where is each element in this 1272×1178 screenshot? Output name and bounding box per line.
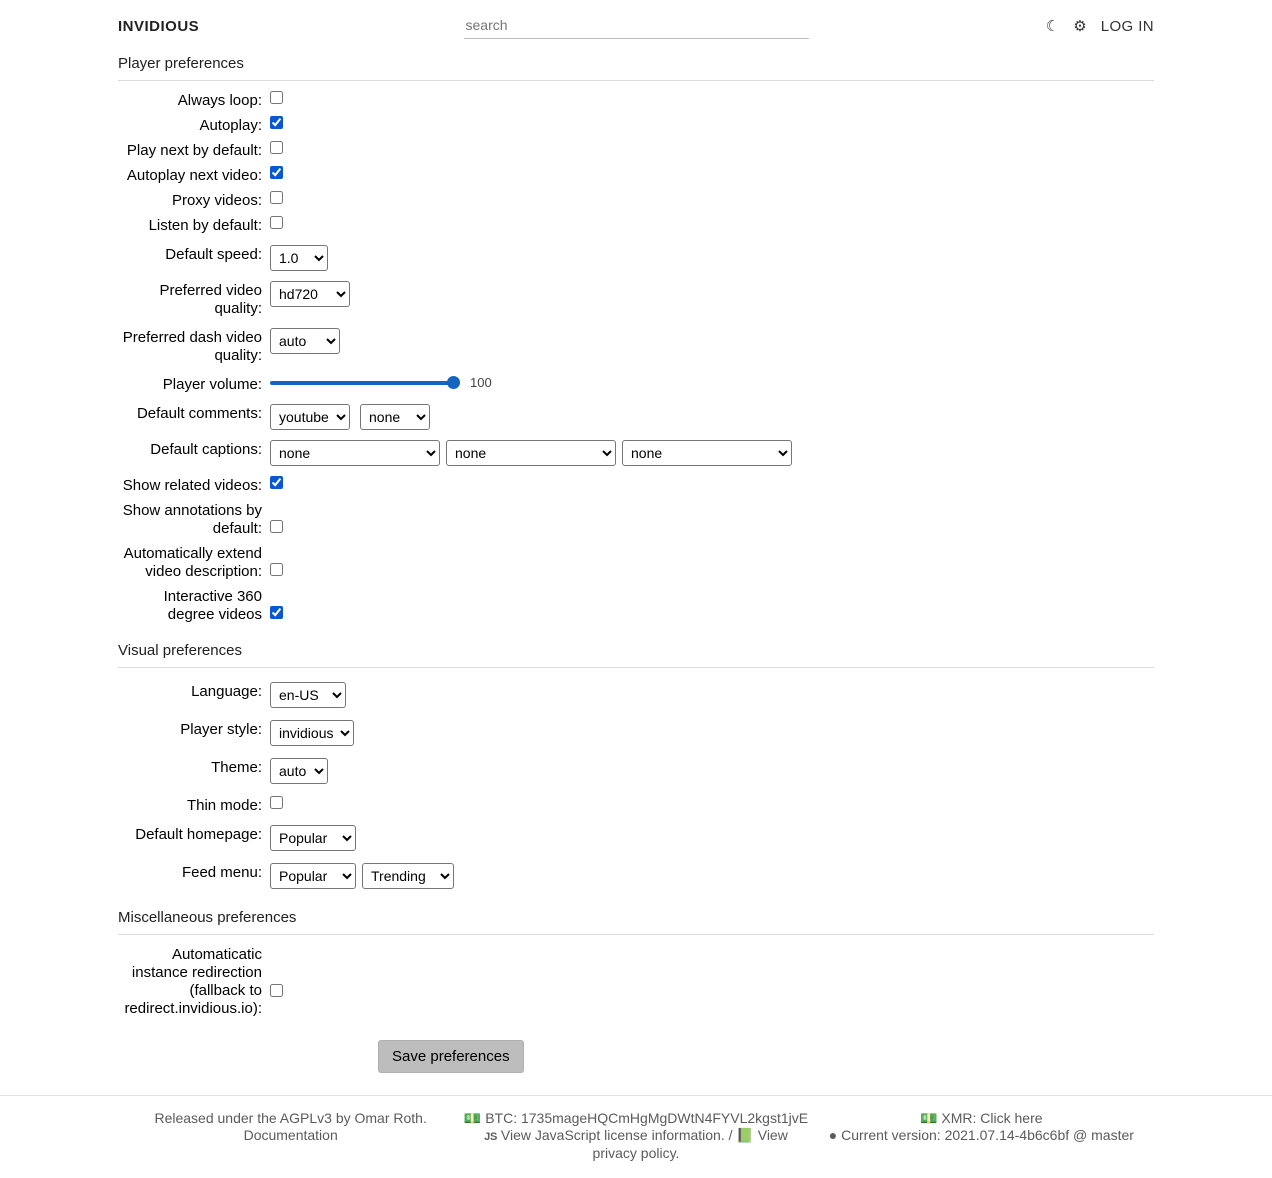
label-default-captions: Default captions: [150,441,262,458]
label-show-related: Show related videos: [122,477,262,494]
field-show-related [270,476,1154,489]
preferences-content [0,49,1272,1073]
label-default-homepage: Default homepage: [135,826,262,843]
label-proxy-videos: Proxy videos: [171,192,262,209]
footer-version-link[interactable]: Current version: 2021.07.14-4b6c6bf @ master [841,1127,1134,1143]
field-default-captions [270,440,1154,466]
row-proxy-videos [118,191,1154,210]
row-default-comments [118,404,1154,430]
checkbox-always-loop[interactable] [270,91,283,104]
row-feed-menu [118,863,1154,889]
checkbox-show-related[interactable] [270,476,283,489]
select-player-style[interactable] [270,720,354,746]
label-default-comments: Default comments: [136,405,262,422]
footer [0,1095,1272,1178]
player-volume-value: 100 [470,375,492,390]
field-player-style [270,720,1154,746]
moon-icon[interactable]: ☾ [1045,18,1060,35]
select-default-captions-2[interactable] [446,440,616,466]
row-theme [118,758,1154,784]
select-default-captions-1[interactable] [270,440,440,466]
field-default-comments [270,404,1154,430]
checkbox-auto-redirect[interactable] [270,984,283,997]
book-icon: 📗 [736,1127,754,1143]
select-default-speed[interactable] [270,245,328,271]
label-player-style: Player style: [180,721,262,738]
label-extend-description: Automatically extend video description: [123,545,262,580]
row-default-captions [118,440,1154,466]
field-autoplay [270,116,1154,129]
footer-left [118,1110,463,1162]
field-auto-redirect [270,945,1154,1003]
select-default-comments-primary[interactable] [270,404,350,430]
section-title-player: Player preferences [118,49,1154,81]
row-thin-mode [118,796,1154,815]
footer-btc-link[interactable]: BTC: 1735mageHQCmHgMgDWtN4FYVL2kgst1jvE [485,1110,809,1126]
select-dash-quality[interactable] [270,328,340,354]
label-autoplay-next: Autoplay next video: [126,167,262,184]
row-default-speed [118,245,1154,271]
row-player-volume [118,375,1154,394]
row-player-style [118,720,1154,746]
row-always-loop [118,91,1154,110]
section-title-visual: Visual preferences [118,636,1154,668]
field-player-volume [270,375,1154,390]
field-feed-menu [270,863,1154,889]
label-theme: Theme: [211,759,262,776]
row-interactive-360 [118,587,1154,624]
row-listen-default [118,216,1154,235]
footer-privacy-link[interactable]: View privacy policy. [592,1127,788,1161]
checkbox-proxy-videos[interactable] [270,191,283,204]
search-input[interactable] [464,14,809,39]
field-always-loop [270,91,1154,104]
navbar-actions [924,18,1154,35]
label-player-volume: Player volume: [162,376,262,393]
section-title-misc: Miscellaneous preferences [118,903,1154,935]
field-default-homepage [270,825,1154,851]
checkbox-listen-default[interactable] [270,216,283,229]
row-autoplay-next [118,166,1154,185]
field-proxy-videos [270,191,1154,204]
save-row [118,1040,1154,1073]
checkbox-extend-description[interactable] [270,563,283,576]
field-listen-default [270,216,1154,229]
select-feed-menu-1[interactable] [270,863,356,889]
label-thin-mode: Thin mode: [186,797,262,814]
row-default-homepage [118,825,1154,851]
footer-js-row [463,1127,808,1161]
label-auto-redirect: Automaticatic instance redirection (fallback to redirect.invidious.io): [124,946,262,1017]
gear-icon[interactable]: ⚙ [1073,18,1087,35]
label-play-next: Play next by default: [126,142,262,159]
footer-license-text: Released under the AGPLv3 by Omar Roth. [154,1110,427,1126]
label-default-speed: Default speed: [165,246,262,263]
row-language [118,682,1154,708]
github-icon: ● [828,1127,838,1143]
field-theme [270,758,1154,784]
row-video-quality [118,281,1154,318]
checkbox-play-next[interactable] [270,141,283,154]
field-show-annotations [270,501,1154,537]
money-icon: 💵 [920,1110,938,1126]
label-feed-menu: Feed menu: [181,864,262,881]
checkbox-interactive-360[interactable] [270,606,283,619]
field-autoplay-next [270,166,1154,179]
search-container [348,14,924,39]
footer-btc-row [463,1110,808,1126]
row-autoplay [118,116,1154,135]
select-language[interactable] [270,682,346,708]
label-interactive-360: Interactive 360 degree videos [163,588,262,623]
field-thin-mode [270,796,1154,809]
js-badge-icon: JS [484,1131,497,1143]
checkbox-autoplay[interactable] [270,116,283,129]
label-video-quality: Preferred video quality: [159,282,262,317]
select-default-homepage[interactable] [270,825,356,851]
row-show-related [118,476,1154,495]
label-always-loop: Always loop: [177,92,262,109]
select-video-quality[interactable] [270,281,350,307]
select-theme[interactable] [270,758,328,784]
select-default-captions-3[interactable] [622,440,792,466]
checkbox-show-annotations[interactable] [270,520,283,533]
field-play-next [270,141,1154,154]
label-language: Language: [191,683,262,700]
field-dash-quality [270,328,1154,354]
row-show-annotations [118,501,1154,538]
field-language [270,682,1154,708]
site-logo[interactable]: INVIDIOUS [118,18,200,35]
row-extend-description [118,544,1154,581]
row-play-next [118,141,1154,160]
footer-separator: / [728,1127,733,1143]
footer-xmr-row [809,1110,1154,1126]
field-extend-description [270,544,1154,580]
login-link[interactable]: LOG IN [1100,18,1154,35]
select-default-comments-secondary[interactable] [360,404,430,430]
label-autoplay: Autoplay: [199,117,262,134]
label-listen-default: Listen by default: [148,217,262,234]
label-dash-quality: Preferred dash video quality: [122,329,262,364]
checkbox-thin-mode[interactable] [270,796,283,809]
field-interactive-360 [270,587,1154,623]
footer-center [463,1110,808,1162]
navbar [0,0,1272,49]
select-feed-menu-2[interactable] [362,863,454,889]
save-preferences-button[interactable]: Save preferences [378,1040,524,1073]
field-video-quality [270,281,1154,307]
label-show-annotations: Show annotations by default: [122,502,262,537]
checkbox-autoplay-next[interactable] [270,166,283,179]
footer-right [809,1110,1154,1162]
money-icon: 💵 [463,1110,482,1126]
footer-xmr-link[interactable]: XMR: Click here [941,1110,1043,1126]
footer-documentation-link[interactable]: Documentation [243,1127,338,1143]
row-auto-redirect [118,945,1154,1018]
footer-version-row [809,1127,1154,1143]
slider-player-volume[interactable] [270,376,460,390]
row-dash-quality [118,328,1154,365]
field-default-speed [270,245,1154,271]
footer-js-license-link[interactable]: View JavaScript license information. [500,1127,725,1143]
